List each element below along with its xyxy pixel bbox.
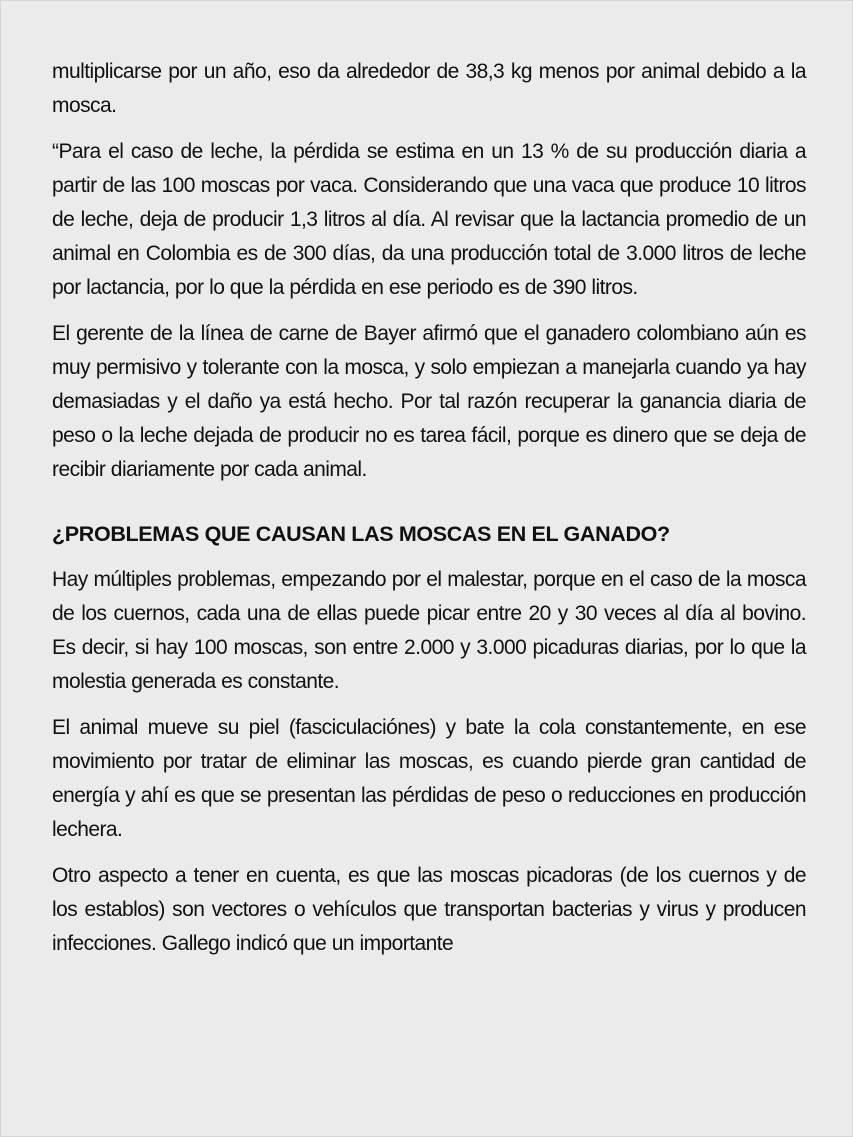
paragraph-multiple-problems: Hay múltiples problemas, empezando por el malestar, porque en el caso de la mosca de los cuernos, cada una de ellas puede picar entre 20 y 30 veces al día al bovino. Es decir, si hay 100 moscas, son entre 2.000 y 3.000 picaduras diarias, por lo que la molestia generada es constante. — [52, 568, 806, 693]
paragraph-milk-loss: “Para el caso de leche, la pérdida se estima en un 13 % de su producción diaria a partir de las 100 moscas por vaca. Considerando que una vaca que produce 10 litros de leche, deja de producir 1,3 litros al día. Al revisar que la lactancia promedio de un animal en Colombia es de 300 días, da una producción total de 3.000 litros de leche por lactancia, por lo que la pérdida en ese periodo es de 390 litros. — [52, 140, 806, 299]
article-body — [52, 55, 806, 973]
paragraph-weight-loss-end: multiplicarse por un año, eso da alrededor de 38,3 kg menos por animal debido a la mosca. — [52, 60, 806, 117]
paragraph-animal-movement: El animal mueve su piel (fasciculaciónes) y bate la cola constantemente, en ese movimiento por tratar de eliminar las moscas, es cuando pierde gran cantidad de energía y ahí es que se presentan las pérdidas de peso o reducciones en producción lechera. — [52, 716, 806, 841]
paragraph-vectors: Otro aspecto a tener en cuenta, es que las moscas picadoras (de los cuernos y de los establos) son vectores o vehículos que transportan bacterias y virus y producen infecciones. Gallego indicó que un importante — [52, 864, 806, 955]
section-heading: ¿PROBLEMAS QUE CAUSAN LAS MOSCAS EN EL GANADO? — [52, 522, 670, 546]
paragraph-bayer-manager: El gerente de la línea de carne de Bayer afirmó que el ganadero colombiano aún es muy permisivo y tolerante con la mosca, y solo empiezan a manejarla cuando ya hay demasiadas y el daño ya está hecho. Por tal razón recuperar la ganancia diaria de peso o la leche dejada de producir no es tarea fácil, porque es dinero que se deja de recibir diariamente por cada animal. — [52, 322, 806, 481]
